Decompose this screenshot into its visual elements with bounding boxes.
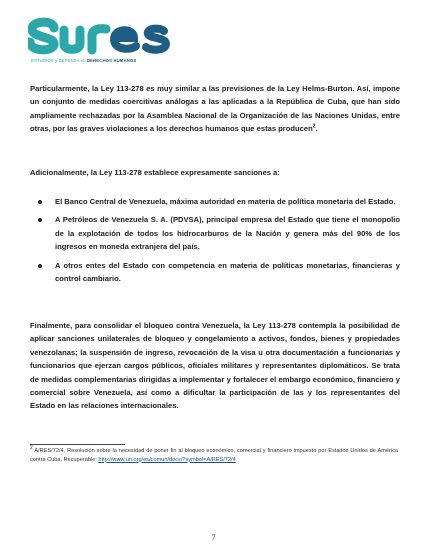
list-item-text: A Petróleos de Venezuela S. A. (PDVSA), principal empresa del Estado que tiene el monopolio de la explotación de todos los hidrocarburos de la Nación y genera más del 90% de los ingresos en moneda extranjera del país. xyxy=(55,215,400,252)
list-item xyxy=(30,195,400,208)
page-number: 7 xyxy=(211,533,216,542)
paragraph-1 xyxy=(30,82,400,136)
footnote xyxy=(30,447,398,464)
logo-tagline-pre: ESTUDIOS y DEFENSA en xyxy=(31,58,86,63)
sures-logo xyxy=(28,16,178,76)
paragraph-1-text: Particularmente, la Ley 113-278 es muy similar a las previsiones de la Ley Helms-Burton. Así, impone un conjunto de medidas coercitivas análogas a las aplicadas a la República de Cuba, que han sido ampliamente rechazadas por la Asamblea Nacional de la Organización de las Naciones Unidas, entre otras, por las graves violaciones a los derechos humanos que estas producen xyxy=(30,84,400,134)
sanctions-list xyxy=(30,195,400,290)
sures-logo-mark xyxy=(28,16,178,60)
paragraph-3 xyxy=(30,319,400,413)
bullet-icon xyxy=(38,200,42,204)
footnote-text: A/RES/72/4. Resolución sobre la necesidad de poner fin al bloqueo económico, comercial y financiero impuesto por Estados Unidos de América contra Cuba. Recuperable: xyxy=(30,448,398,463)
paragraph-2 xyxy=(30,166,400,179)
paragraph-1-end: . xyxy=(315,124,318,134)
list-item-text: A otros entes del Estado con competencia en materia de políticas monetarias, financieras y control cambiario. xyxy=(55,260,400,284)
list-item-text: El Banco Central de Venezuela, máxima autoridad en materia de política monetaria del Estado. xyxy=(55,197,396,206)
list-item xyxy=(30,213,400,253)
paragraph-3-text: Finalmente, para consolidar el bloqueo contra Venezuela, la Ley 113-278 contempla la posibilidad de aplicar sanciones unilaterales de bloqueo y congelamiento a activos, fondos, bienes y propiedades venezolanas; la suspensión de ingreso, revocación de la visa u otra documentación a funcionarias y funcionarios que ejerzan cargos públicos, oficiales militares y representantes diplomáticos. Se trata de medidas complementarias dirigidas a implementar y fortalecer el embargo económico, financiero y comercial sobre Venezuela, así como a dificultar la participación de las y los representantes del Estado en las relaciones internacionales. xyxy=(30,321,400,411)
logo-tagline xyxy=(31,58,136,63)
bullet-icon xyxy=(38,264,42,268)
bullet-icon xyxy=(38,218,42,222)
logo-tagline-strong: DERECHOS HUMANOS xyxy=(86,58,137,63)
paragraph-2-text: Adicionalmente, la Ley 113-278 establece expresamente sanciones a: xyxy=(30,168,280,177)
list-item xyxy=(30,259,400,286)
footnote-ref[interactable]: 2 xyxy=(312,123,316,130)
footnote-number: 2 xyxy=(30,445,33,452)
footnote-divider xyxy=(30,444,125,445)
footnote-link[interactable]: http://www.un.org/es/comun/docs/?symbol=A/RES/72/4 xyxy=(98,456,236,463)
